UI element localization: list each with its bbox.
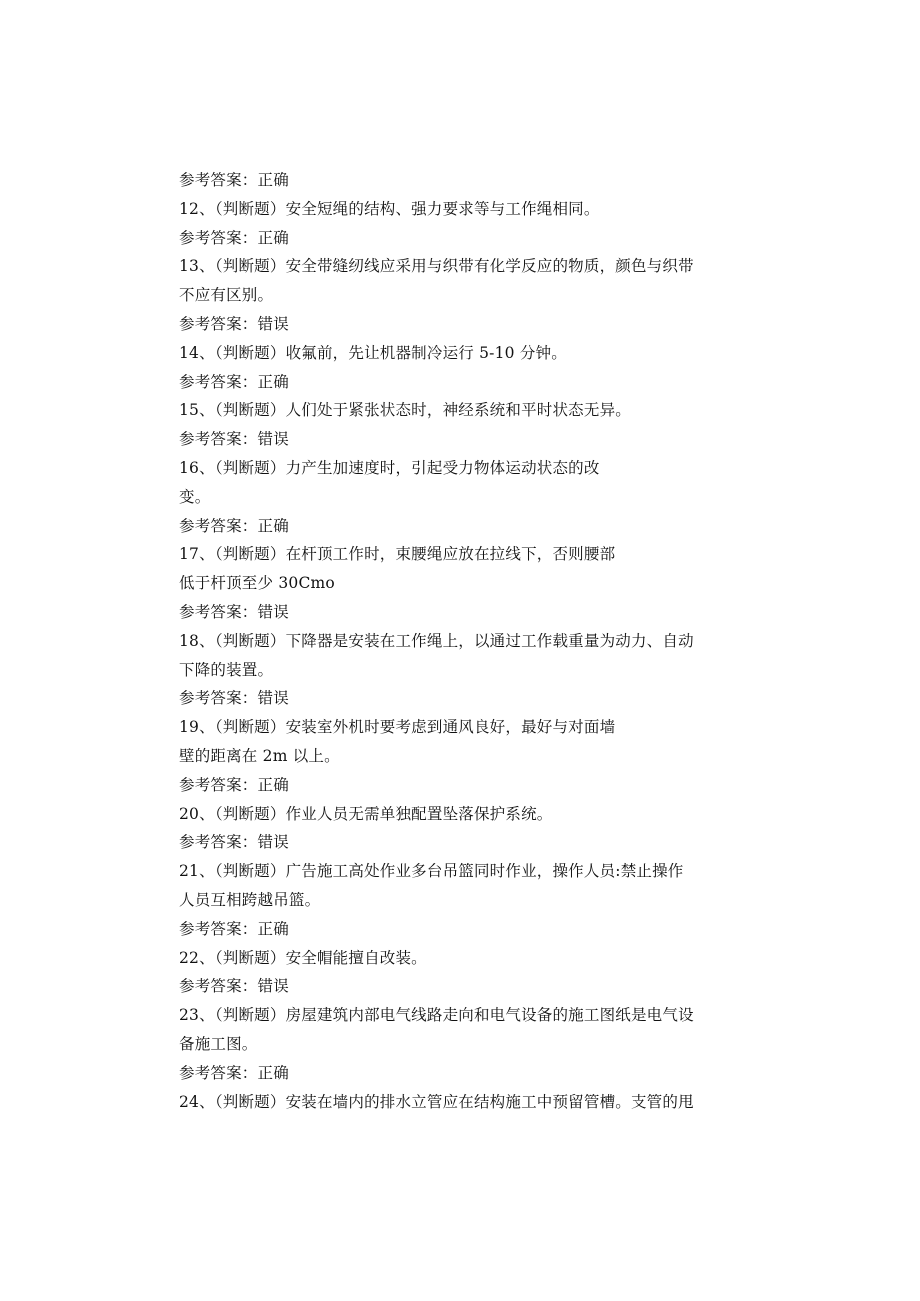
text-line: 24、（判断题）安装在墙内的排水立管应在结构施工中预留管槽。支管的甩: [179, 1092, 694, 1111]
text-line: 参考答案：错误: [179, 977, 289, 996]
text-line: 17、（判断题）在杆顶工作时，束腰绳应放在拉线下，否则腰部: [179, 545, 616, 564]
text-line: 参考答案：正确: [179, 171, 289, 189]
text-line: 低于杆顶至少 30Cmo: [179, 574, 335, 593]
text-line: 变。: [179, 487, 211, 506]
text-line: 下降的装置。: [179, 660, 274, 679]
text-line: 参考答案：错误: [179, 602, 289, 621]
text-line: 不应有区别。: [179, 286, 274, 305]
text-line: 22、（判断题）安全帽能擅自改装。: [179, 948, 427, 967]
text-line: 19、（判断题）安装室外机时要考虑到通风良好，最好与对面墙: [179, 718, 616, 737]
question-list: [179, 166, 749, 1116]
text-line: 参考答案：正确: [179, 516, 289, 535]
text-line: 参考答案：正确: [179, 775, 289, 794]
text-line: 人员互相跨越吊篮。: [179, 890, 321, 909]
text-line: 18、（判断题）下降器是安装在工作绳上，以通过工作载重量为动力、自动: [179, 631, 694, 650]
text-line: 16、（判断题）力产生加速度时，引起受力物体运动状态的改: [179, 458, 600, 477]
text-line: 壁的距离在 2m 以上。: [179, 746, 340, 765]
text-line: 参考答案：错误: [179, 314, 289, 333]
text-line: 12、（判断题）安全短绳的结构、强力要求等与工作绳相同。: [179, 199, 600, 218]
text-line: 参考答案：错误: [179, 430, 289, 449]
text-line: 14、（判断题）收氟前，先让机器制冷运行 5-10 分钟。: [179, 343, 567, 362]
text-line: 参考答案：正确: [179, 228, 289, 247]
text-line: 23、（判断题）房屋建筑内部电气线路走向和电气设备的施工图纸是电气设: [179, 1006, 694, 1025]
text-line: 备施工图。: [179, 1034, 258, 1053]
text-line: 21、（判断题）广告施工高处作业多台吊篮同时作业，操作人员:禁止操作: [179, 862, 684, 881]
text-line: 20、（判断题）作业人员无需单独配置坠落保护系统。: [179, 804, 553, 823]
text-line: 参考答案：正确: [179, 919, 289, 938]
text-line: 15、（判断题）人们处于紧张状态时，神经系统和平时状态无异。: [179, 401, 631, 420]
text-line: 参考答案：正确: [179, 1063, 289, 1082]
text-line: 参考答案：错误: [179, 689, 289, 708]
text-line: 参考答案：正确: [179, 372, 289, 391]
text-line: 13、（判断题）安全带缝纫线应采用与织带有化学反应的物质，颜色与织带: [179, 257, 694, 276]
text-line: 参考答案：错误: [179, 833, 289, 852]
